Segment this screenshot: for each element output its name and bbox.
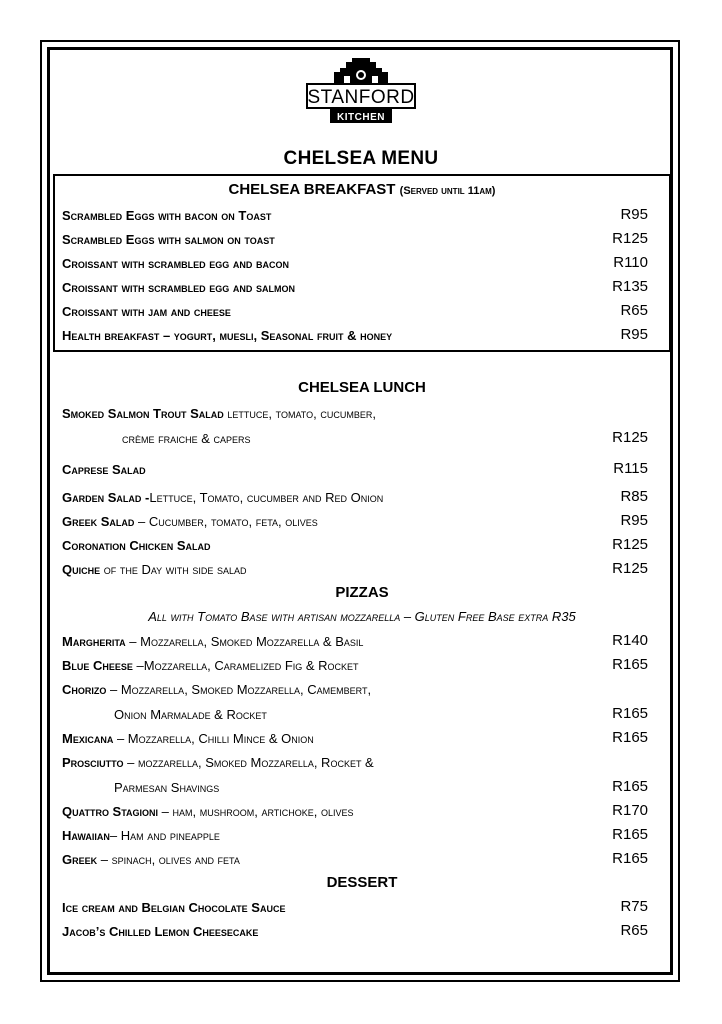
menu-item-title: Smoked Salmon Trout Salad xyxy=(62,406,224,421)
dessert-heading: DESSERT xyxy=(326,874,398,891)
menu-item-description: – mozzarella, Smoked Mozzarella, Rocket & xyxy=(123,755,374,770)
menu-item-price: R95 xyxy=(620,206,648,223)
menu-item-name xyxy=(62,406,376,421)
menu-item-price-row xyxy=(62,326,648,346)
menu-item-title: Scrambled Eggs with bacon on Toast xyxy=(62,208,272,223)
lunch-heading: CHELSEA LUNCH xyxy=(298,379,426,396)
pizzas-heading: PIZZAS xyxy=(335,584,389,601)
breakfast-note: (Served until 11am) xyxy=(399,185,496,197)
menu-item-description: of the Day with side salad xyxy=(100,562,247,577)
menu-item-description: –Mozzarella, Caramelized Fig & Rocket xyxy=(132,658,359,673)
menu-item-price-row xyxy=(62,429,648,449)
menu-item-price: R65 xyxy=(620,302,648,319)
menu-item-title: Blue Cheese xyxy=(62,658,133,673)
menu-item-title: Garden Salad - xyxy=(62,490,150,505)
menu-item-name xyxy=(62,682,371,697)
menu-item xyxy=(62,682,648,702)
menu-item-description: – Mozzarella, Chilli Mince & Onion xyxy=(113,731,314,746)
menu-item-price: R165 xyxy=(612,729,648,746)
menu-item-title: Mexicana xyxy=(62,731,114,746)
menu-item-description: – ham, mushroom, artichoke, olives xyxy=(158,804,354,819)
menu-item-price-row xyxy=(62,656,648,676)
menu-item-description: – Mozzarella, Smoked Mozzarella, Camembert, xyxy=(106,682,372,697)
menu-item-price: R125 xyxy=(612,429,648,446)
menu-item-price: R165 xyxy=(612,705,648,722)
menu-item-description-2: Onion Marmalade & Rocket xyxy=(114,707,267,722)
menu-item-price: R95 xyxy=(620,512,648,529)
menu-item xyxy=(62,406,648,426)
menu-item-title: Prosciutto xyxy=(62,755,124,770)
menu-item-price: R170 xyxy=(612,802,648,819)
menu-item-description: – Cucumber, tomato, feta, olives xyxy=(134,514,318,529)
menu-item-title: Croissant with jam and cheese xyxy=(62,304,231,319)
menu-item-title: Croissant with scrambled egg and bacon xyxy=(62,256,289,271)
menu-item-price: R135 xyxy=(612,278,648,295)
menu-item-title: Ice cream and Belgian Chocolate Sauce xyxy=(62,900,286,915)
menu-item-description: Lettuce, Tomato, cucumber and Red Onion xyxy=(149,490,384,505)
menu-item-title: Margherita xyxy=(62,634,126,649)
menu-item-price: R95 xyxy=(620,326,648,343)
menu-item-title: Hawaiian xyxy=(62,828,110,843)
menu-item-price: R75 xyxy=(620,898,648,915)
menu-item-price-row xyxy=(62,802,648,822)
menu-item-description: lettuce, tomato, cucumber, xyxy=(223,406,376,421)
menu-item-title: Caprese Salad xyxy=(62,462,146,477)
menu-item-price-row xyxy=(62,898,648,918)
menu-item xyxy=(62,755,648,775)
menu-item-description-2: Parmesan Shavings xyxy=(114,780,220,795)
stanford-kitchen-logo xyxy=(306,56,416,128)
menu-item-price-row xyxy=(62,826,648,846)
menu-item-description-2: crème fraiche & capers xyxy=(122,431,251,446)
menu-item-price: R115 xyxy=(613,460,648,477)
menu-item-price-row xyxy=(62,512,648,532)
breakfast-title: CHELSEA BREAKFAST xyxy=(228,181,396,198)
menu-item-title: Greek xyxy=(62,852,98,867)
menu-item-title: Greek Salad xyxy=(62,514,135,529)
menu-item-price-row xyxy=(62,278,648,298)
menu-item-price-row xyxy=(62,460,648,480)
menu-item-title: Quiche xyxy=(62,562,101,577)
menu-item-title: Chorizo xyxy=(62,682,107,697)
menu-item-price: R165 xyxy=(612,656,648,673)
menu-item-price: R110 xyxy=(613,254,648,271)
menu-item-price-row xyxy=(62,230,648,250)
menu-item-name xyxy=(62,755,374,770)
menu-item-price-row xyxy=(62,488,648,508)
menu-item-price-row xyxy=(62,560,648,580)
menu-item-price-row xyxy=(62,729,648,749)
menu-item-title: Health breakfast – yogurt, muesli, Seasonal fruit & honey xyxy=(62,328,393,343)
menu-item-description: – Mozzarella, Smoked Mozzarella & Basil xyxy=(125,634,364,649)
breakfast-heading xyxy=(53,181,671,198)
menu-item-price-row xyxy=(62,922,648,942)
menu-item-price: R65 xyxy=(620,922,648,939)
menu-item-price-row xyxy=(62,536,648,556)
menu-item-title: Quattro Stagioni xyxy=(62,804,159,819)
menu-item-description: – Ham and pineapple xyxy=(109,828,220,843)
menu-item-price-row xyxy=(62,705,648,725)
menu-item-title: Coronation Chicken Salad xyxy=(62,538,211,553)
menu-item-price-row xyxy=(62,254,648,274)
menu-item-price: R140 xyxy=(612,632,648,649)
menu-item-price-row xyxy=(62,850,648,870)
menu-item-title: Scrambled Eggs with salmon on toast xyxy=(62,232,275,247)
pizzas-note: All with Tomato Base with artisan mozzarella – Gluten Free Base extra R35 xyxy=(148,609,576,624)
menu-item-price: R85 xyxy=(620,488,648,505)
menu-item-price-row xyxy=(62,206,648,226)
menu-item-price-row xyxy=(62,778,648,798)
menu-item-price: R125 xyxy=(612,536,648,553)
menu-item-title: Jacob’s Chilled Lemon Cheesecake xyxy=(62,924,259,939)
svg-text:KITCHEN: KITCHEN xyxy=(337,112,385,123)
menu-item-title: Croissant with scrambled egg and salmon xyxy=(62,280,295,295)
menu-item-price: R165 xyxy=(612,778,648,795)
menu-item-price: R165 xyxy=(612,826,648,843)
svg-text:STANFORD: STANFORD xyxy=(307,87,415,108)
menu-item-price: R125 xyxy=(612,560,648,577)
menu-item-price-row xyxy=(62,302,648,322)
menu-item-price-row xyxy=(62,632,648,652)
menu-item-price: R125 xyxy=(612,230,648,247)
menu-item-description: – spinach, olives and feta xyxy=(97,852,240,867)
menu-title: CHELSEA MENU xyxy=(283,148,439,169)
menu-item-price: R165 xyxy=(612,850,648,867)
